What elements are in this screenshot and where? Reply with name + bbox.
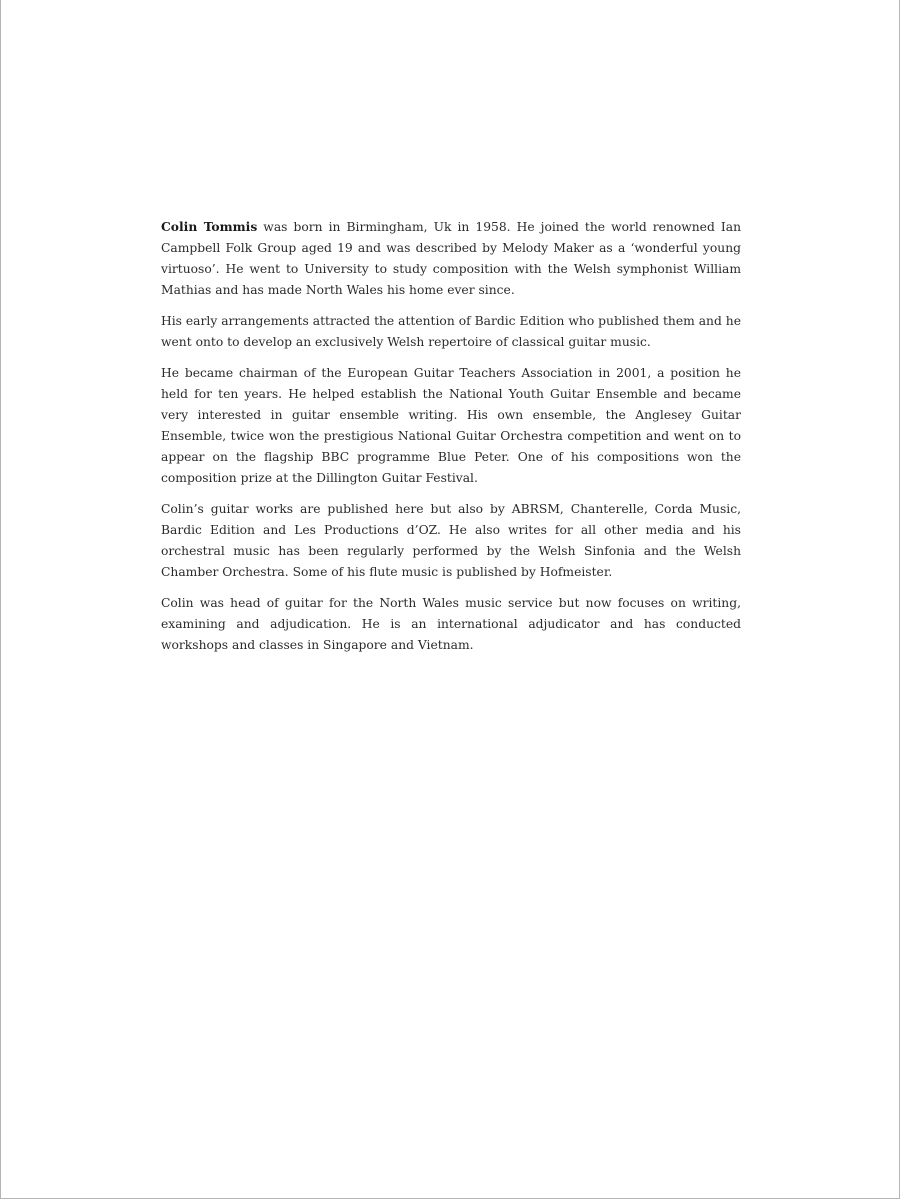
bio-paragraph-1-text: was born in Birmingham, Uk in 1958. He joined the world renowned Ian Campbell Folk Group aged 19 and was described by Melody Maker as a ‘wonderful young virtuoso’. He went to University to study composition with the Welsh symphonist William Mathias and has made North Wales his home ever since. [161, 220, 741, 297]
bio-paragraph-2: His early arrangements attracted the attention of Bardic Edition who published them and he went onto to develop an exclusively Welsh repertoire of classical guitar music. [161, 314, 741, 349]
bio-paragraph-3: He became chairman of the European Guitar Teachers Association in 2001, a position he held for ten years. He helped establish the National Youth Guitar Ensemble and became very interested in guitar ensemble writing. His own ensemble, the Anglesey Guitar Ensemble, twice won the prestigious National Guitar Orchestra competition and went on to appear on the flagship BBC programme Blue Peter. One of his compositions won the composition prize at the Dillington Guitar Festival. [161, 366, 741, 485]
bio-paragraph-4: Colin’s guitar works are published here but also by ABRSM, Chanterelle, Corda Music, Bardic Edition and Les Productions d’OZ. He also writes for all other media and his orchestral music has been regularly performed by the Welsh Sinfonia and the Welsh Chamber Orchestra. Some of his flute music is published by Hofmeister. [161, 502, 741, 579]
bio-paragraph-1 [161, 216, 741, 301]
bio-paragraph-5: Colin was head of guitar for the North Wales music service but now focuses on writing, examining and adjudication. He is an international adjudicator and has conducted workshops and classes in Singapore and Vietnam. [161, 596, 741, 652]
biography-text [161, 216, 741, 666]
composer-name: Colin Tommis [161, 219, 258, 234]
